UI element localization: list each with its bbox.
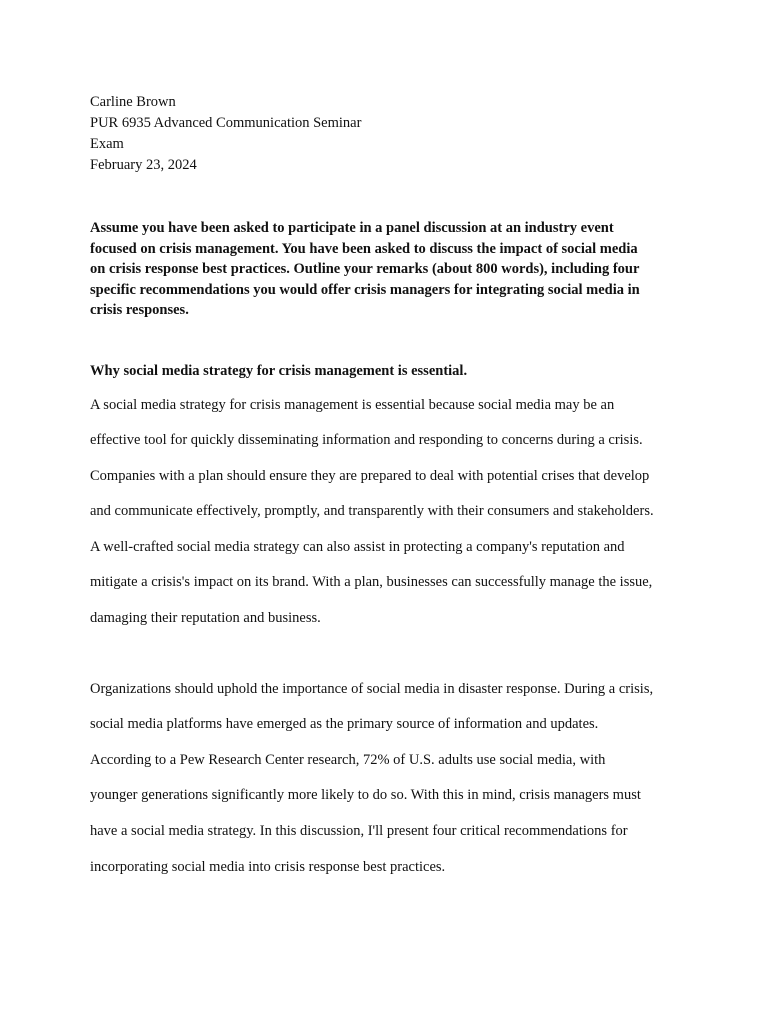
- paragraph-line: younger generations significantly more likely to do so. With this in mind, crisis managers must: [90, 787, 641, 804]
- paragraph-line: Companies with a plan should ensure they are prepared to deal with potential crises that develop: [90, 467, 650, 484]
- paragraph-line: and communicate effectively, promptly, and transparently with their consumers and stakeholders.: [90, 503, 654, 520]
- prompt-line: Assume you have been asked to participate in a panel discussion at an industry event: [90, 220, 614, 236]
- document-page: [90, 92, 690, 885]
- paragraph-line: According to a Pew Research Center research, 72% of U.S. adults use social media, with: [90, 751, 606, 768]
- prompt-line: on crisis response best practices. Outline your remarks (about 800 words), including four: [90, 261, 640, 277]
- exam-prompt: [90, 218, 690, 321]
- prompt-line: focused on crisis management. You have been asked to discuss the impact of social media: [90, 240, 638, 257]
- author-name: Carline Brown: [90, 94, 176, 110]
- body-paragraph-1: [90, 388, 690, 637]
- paragraph-line: A social media strategy for crisis management is essential because social media may be an: [90, 396, 615, 413]
- assignment-type: Exam: [90, 136, 124, 152]
- paragraph-line: have a social media strategy. In this discussion, I'll present four critical recommendations for: [90, 823, 628, 840]
- paragraph-line: mitigate a crisis's impact on its brand. With a plan, businesses can successfully manage the issue,: [90, 574, 653, 591]
- paragraph-line: effective tool for quickly disseminating information and responding to concerns during a crisis.: [90, 432, 643, 449]
- document-header: [90, 92, 690, 176]
- paragraph-line: Organizations should uphold the importance of social media in disaster response. During a crisis,: [90, 680, 654, 697]
- paragraph-line: social media platforms have emerged as the primary source of information and updates.: [90, 716, 599, 733]
- paragraph-line: damaging their reputation and business.: [90, 610, 321, 627]
- paragraph-line: A well-crafted social media strategy can also assist in protecting a company's reputation and: [90, 538, 625, 555]
- paragraph-line: incorporating social media into crisis response best practices.: [90, 858, 446, 875]
- document-date: February 23, 2024: [90, 157, 197, 173]
- prompt-line: specific recommendations you would offer crisis managers for integrating social media in: [90, 281, 640, 298]
- section-heading: Why social media strategy for crisis management is essential.: [90, 362, 468, 379]
- prompt-line: crisis responses.: [90, 302, 189, 318]
- course-title: PUR 6935 Advanced Communication Seminar: [90, 115, 362, 131]
- body-paragraph-2: [90, 672, 690, 886]
